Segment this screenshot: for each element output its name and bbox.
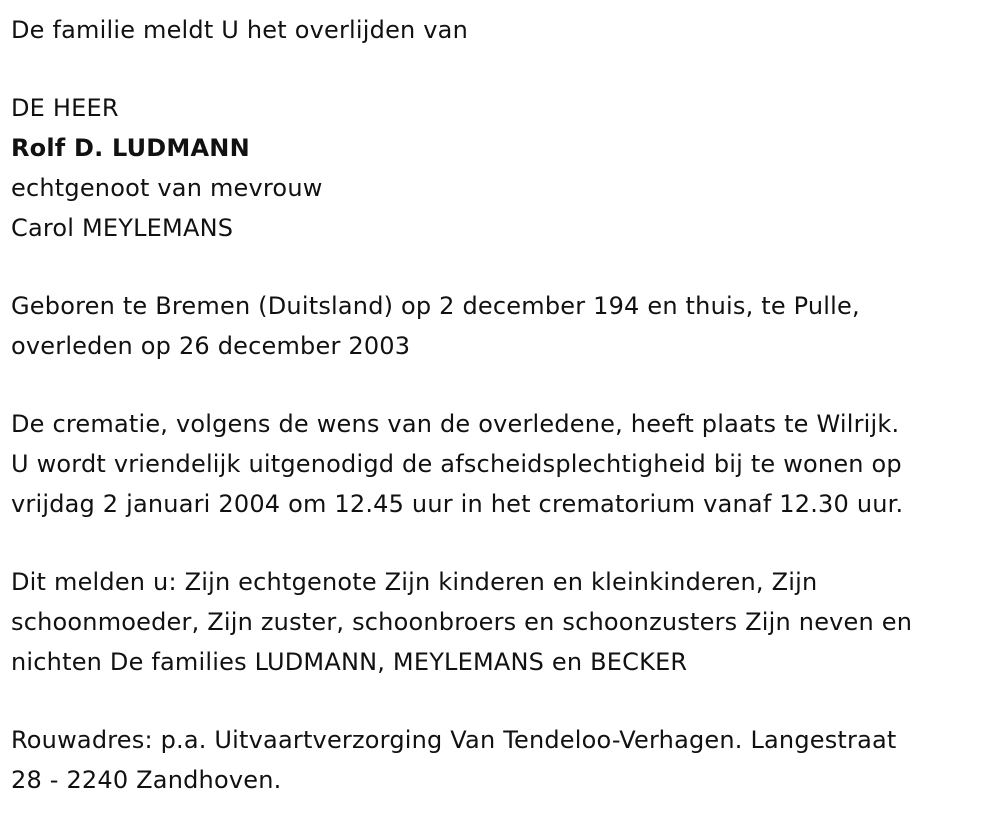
mourners-line: schoonmoeder, Zijn zuster, schoonbroers en schoonzusters Zijn neven en <box>11 608 913 636</box>
title-text: DE HEER <box>11 94 119 122</box>
spouse-name: Carol MEYLEMANS <box>11 214 234 242</box>
death-line: overleden op 26 december 2003 <box>11 332 411 360</box>
mourners-line: nichten De families LUDMANN, MEYLEMANS en BECKER <box>11 648 688 676</box>
mourners-line: Dit melden u: Zijn echtgenote Zijn kinderen en kleinkinderen, Zijn <box>11 568 818 596</box>
ceremony-line: vrijdag 2 januari 2004 om 12.45 uur in het crematorium vanaf 12.30 uur. <box>11 490 904 518</box>
intro-text: De familie meldt U het overlijden van <box>11 16 468 44</box>
deceased-name: Rolf D. LUDMANN <box>11 134 250 162</box>
mourners-paragraph <box>11 562 990 682</box>
ceremony-paragraph <box>11 404 990 524</box>
address-line: Rouwadres: p.a. Uitvaartverzorging Van Tendeloo-Verhagen. Langestraat <box>11 726 897 754</box>
deceased-block <box>11 88 990 248</box>
spouse-label: echtgenoot van mevrouw <box>11 174 323 202</box>
ceremony-line: De crematie, volgens de wens van de overledene, heeft plaats te Wilrijk. <box>11 410 900 438</box>
birth-death-paragraph <box>11 286 990 366</box>
address-line: 28 - 2240 Zandhoven. <box>11 766 282 794</box>
ceremony-line: U wordt vriendelijk uitgenodigd de afscheidsplechtigheid bij te wonen op <box>11 450 902 478</box>
address-paragraph <box>11 720 990 800</box>
birth-line: Geboren te Bremen (Duitsland) op 2 december 194 en thuis, te Pulle, <box>11 292 860 320</box>
